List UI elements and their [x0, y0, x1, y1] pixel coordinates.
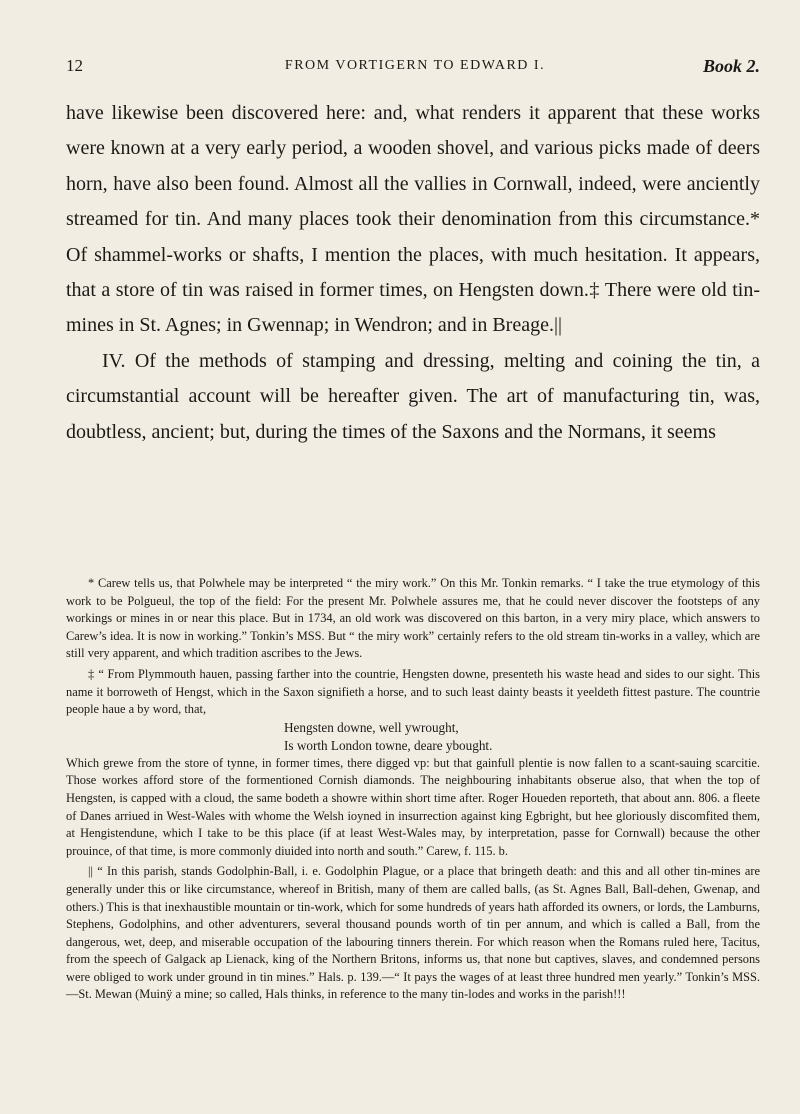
verse-line-2: Is worth London towne, deare ybought.: [284, 737, 493, 753]
book-reference: Book 2.: [702, 56, 760, 76]
footnote-hengsten: ‡ “ From Plymmouth hauen, passing farther into the countrie, Hengsten downe, presenteth his waste head and sides to our sight. This name it borroweth of Hengst, which in the Saxon signifieth a horse, and to such least dainty beasts it yeeldeth fittest pasture. The countrie people haue a by word, that,: [66, 666, 760, 717]
body-paragraph-1: have likewise been discovered here: and, what renders it apparent that these works were known at a very early period, a wooden shovel, and various picks made of deers horn, have also been found. Almost all the vallies in Cornwall, indeed, were anciently streamed for tin. And many places took their denomination from this circumstance.* Of shammel-works or shafts, I mention the places, with much hesitation. It appears, that a store of tin was raised in former times, on Hengsten down.‡ There were old tin-mines in St. Agnes; in Gwennap; in Wendron; and in Breage.||: [66, 102, 760, 337]
footnote-carew: * Carew tells us, that Polwhele may be interpreted “ the miry work.” On this Mr. Tonkin remarks. “ I take the true etymology of this work to be Polgueul, the top of the field: For the present Mr. Polwhele assures me, that he could never discover the footsteps of any workings or mines in or near this place. But in 1734, an old work was discovered on this barton, in a very miry place, which answers to Carew’s idea. It is now in working.” Tonkin’s MSS. But “ the miry work” certainly refers to the old stream tin-works in a valley, which are still very apparent, and which tradition ascribes to the Jews.: [66, 576, 760, 661]
page-number: 12: [66, 56, 83, 75]
running-title: FROM VORTIGERN TO EDWARD I.: [284, 58, 546, 73]
footnotes: [66, 575, 760, 1004]
verse-line-1: Hengsten downe, well ywrought,: [284, 719, 459, 735]
footnote-hengsten-continued: Which grewe from the store of tynne, in former times, there digged vp: but that gainfull plentie is now fallen to a scant-sauing scarcitie. Those workes afford store of the formentioned Cornish diamonds. The neighbouring inhabitants obserue also, that when the top of Hengsten, is capped with a cloud, the same bodeth a showre within short time after. Roger Houeden reporteth, that about ann. 806. a fleete of Danes arriued in West-Wales with whome the Welsh ioyned in insurrection against king Egbright, but hee gloriously discomfited them, at Hengistendune, which I take to be this place (if at least West-Wales may, by interpretation, passe for Cornwall) because the other prouince, of that time, is more commonly diuided into north and south.” Carew, f. 115. b.: [66, 755, 760, 858]
page-header: [66, 56, 764, 84]
main-text: [66, 96, 760, 450]
footnote-godolphin: || “ In this parish, stands Godolphin-Ball, i. e. Godolphin Plague, or a place that bringeth death: and this and all other tin-mines are generally under this or like circumstance, whereof in British, many of them are called balls, (as St. Agnes Ball, Ball-dehen, Gwenap, and others.) This is that inexhaustible mountain or tin-work, which for some hundreds of years hath afforded its owners, or lords, the Lamburns, Stephens, Godolphins, and other adventurers, several thousand pounds worth of tin per annum, and which is called a Ball, from the dangerous, wet, deep, and miserable occupation of the labouring tinners therein. For which reason when the Romans ruled here, Tacitus, from the speech of Galgack ap Lienack, king of the Northern Britons, informs us, that none but captives, slaves, and condemned persons were obliged to work under ground in tin mines.” Hals. p. 139.—“ It pays the wages of at least three hundred men yearly.” Tonkin’s MSS.—St. Mewan (Muinÿ a mine; so called, Hals thinks, in reference to the many tin-lodes and works in the parish!!!: [66, 864, 760, 1002]
body-paragraph-2: IV. Of the methods of stamping and dressing, melting and coining the tin, a circumstantial account will be hereafter given. The art of manufacturing tin, was, doubtless, ancient; but, during the times of the Saxons and the Normans, it seems: [66, 349, 760, 443]
